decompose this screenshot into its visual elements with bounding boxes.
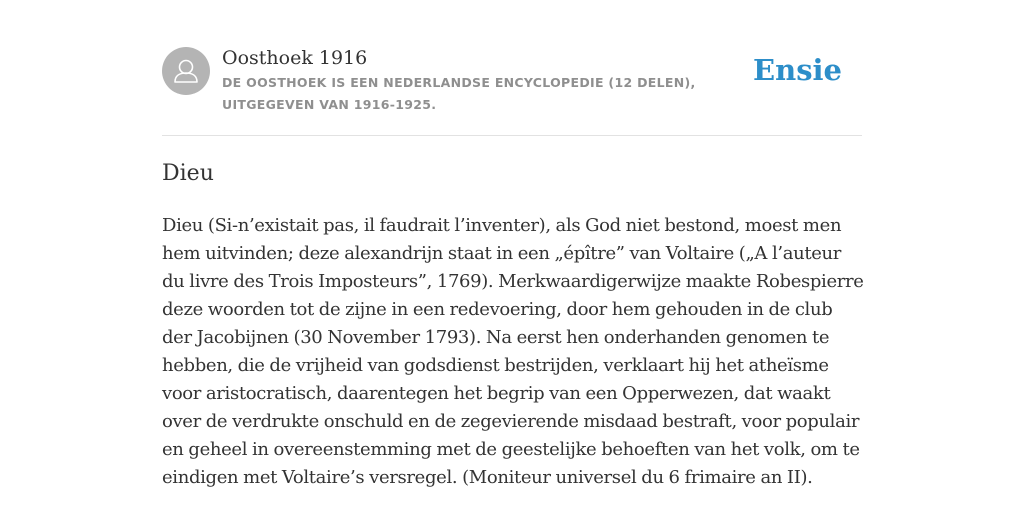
entry-title: Dieu	[162, 161, 214, 186]
user-icon	[162, 47, 210, 95]
brand-logo[interactable]: Ensie	[753, 53, 842, 87]
source-description: DE OOSTHOEK IS EEN NEDERLANDSE ENCYCLOPEDIE (12 DELEN), UITGEGEVEN VAN 1916-1925.	[222, 75, 696, 112]
source-header	[162, 44, 862, 118]
entry-body: Dieu (Si-n’existait pas, il faudrait l’inventer), als God niet bestond, moest men hem uitvinden; deze alexandrijn staat in een „épître” van Voltaire („A l’auteur du livre des Trois Imposteurs”, 1769). Merkwaardigerwijze maakte Robespierre deze woorden tot de zijne in een redevoering, door hem gehouden in de club der Jacobijnen (30 November 1793). Na eerst hen onderhanden genomen te hebben, die de vrijheid van godsdienst bestrijden, verklaart hij het atheïsme voor aristocratisch, daarentegen het begrip van een Opperwezen, dat waakt over de verdrukte onschuld en de zegevierende misdaad bestraft, voor populair en geheel in overeenstemming met de geestelijke behoeften van het volk, om te eindigen met Voltaire’s versregel. (Moniteur universel du 6 frimaire an II).	[162, 215, 864, 488]
source-title[interactable]: Oosthoek 1916	[222, 47, 368, 69]
header-divider	[162, 135, 862, 136]
avatar[interactable]	[162, 47, 210, 95]
